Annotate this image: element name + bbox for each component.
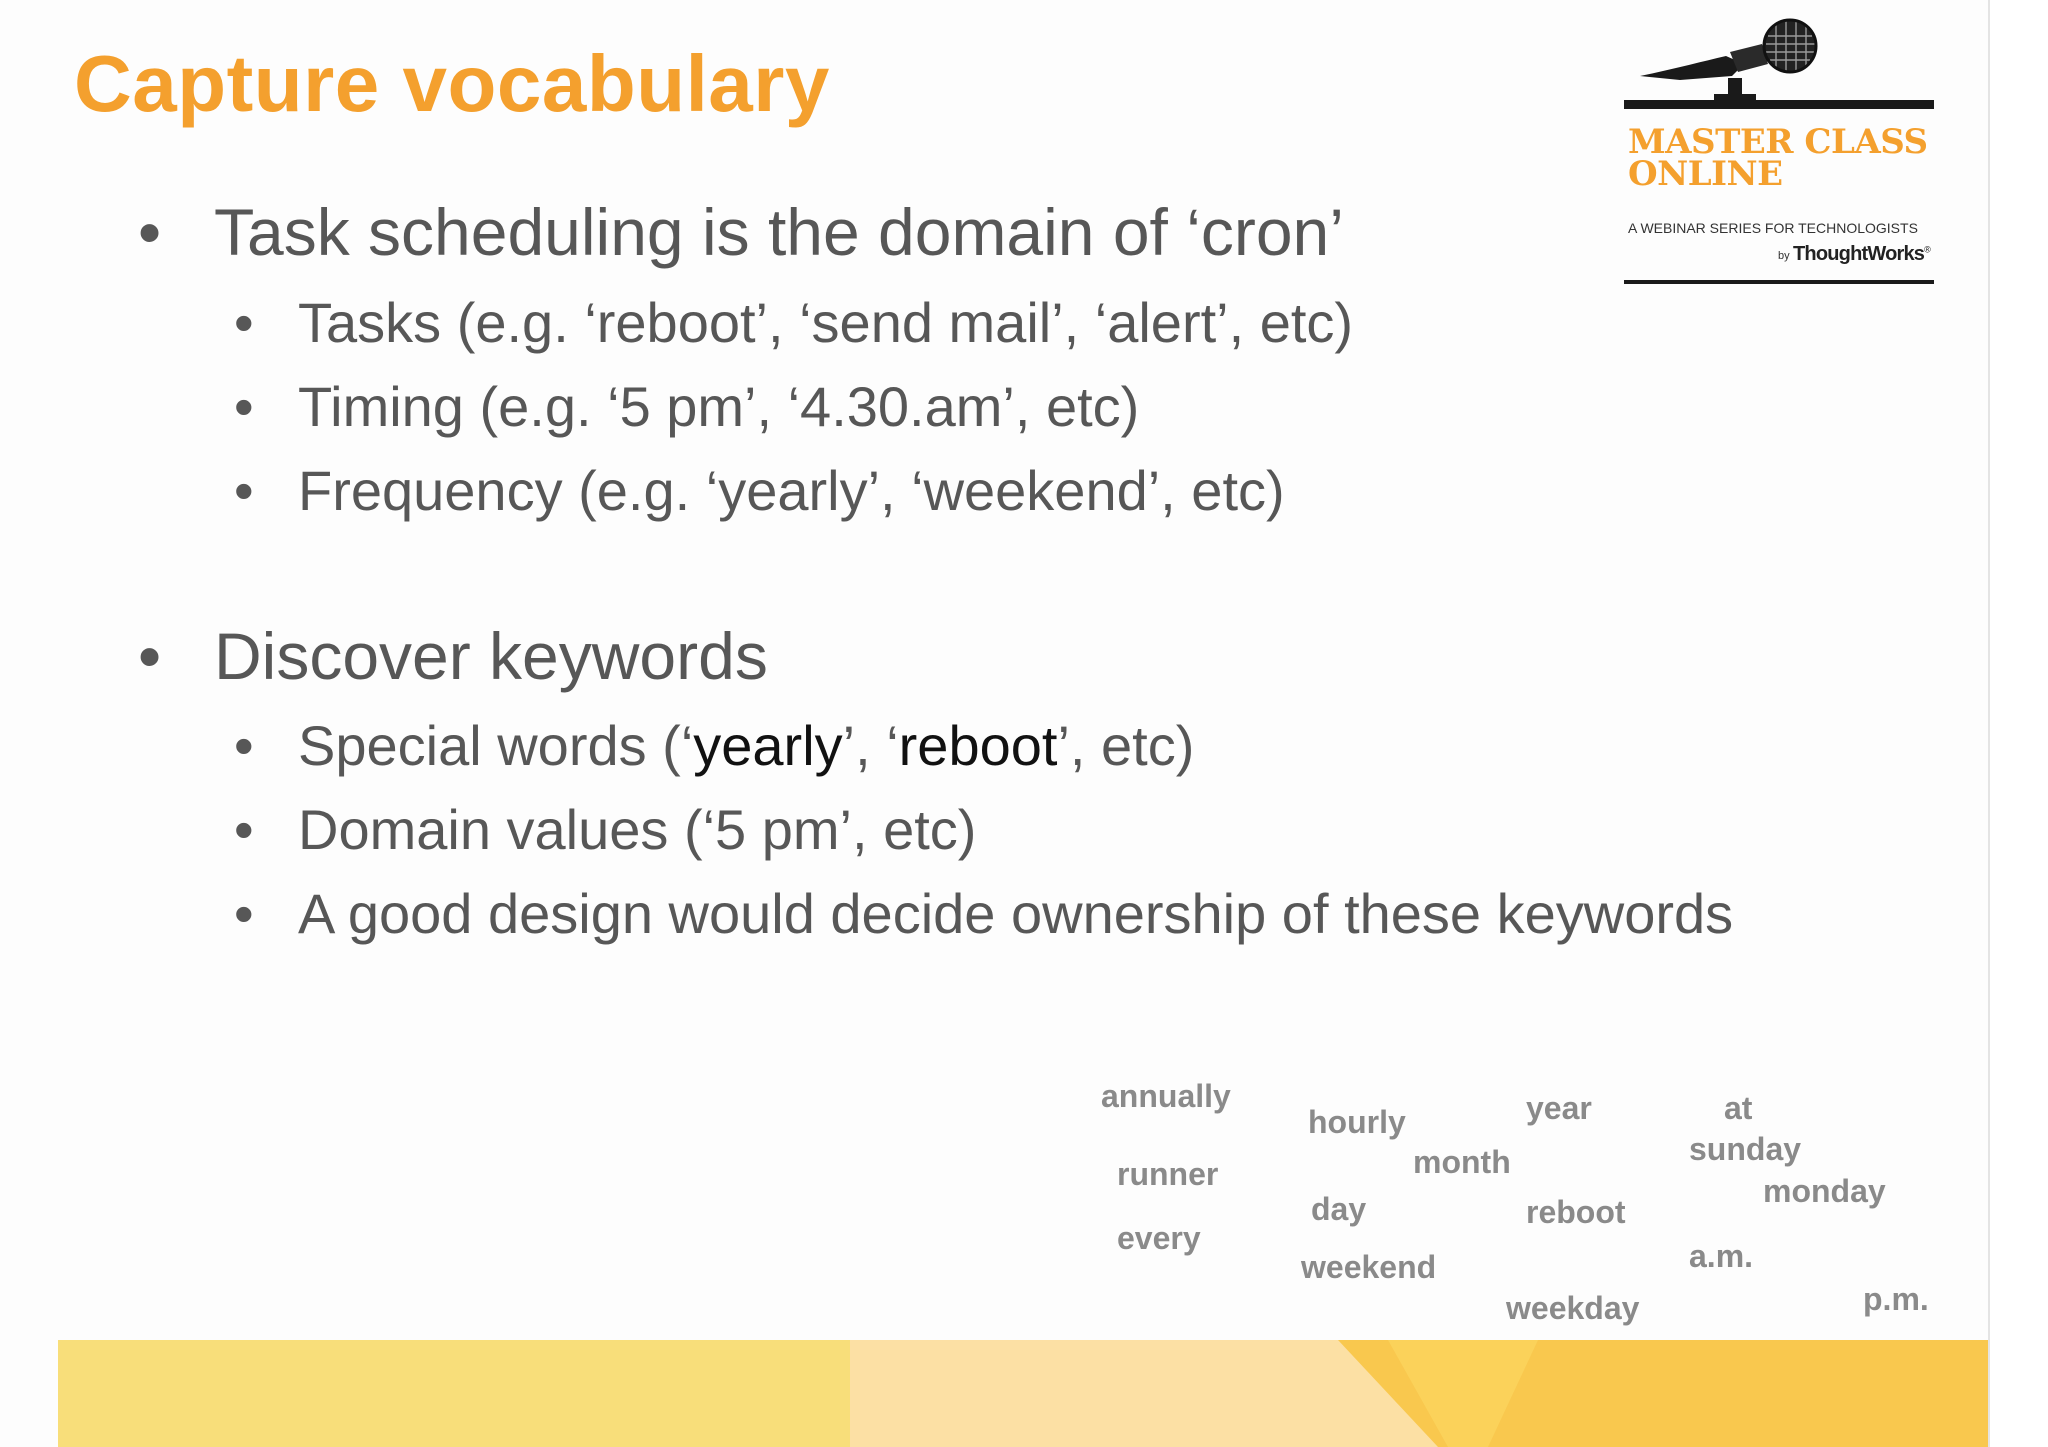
- cloud-word: a.m.: [1689, 1238, 1754, 1274]
- cloud-word: annually: [1101, 1078, 1231, 1114]
- sub-bullet-text: Tasks (e.g. ‘reboot’, ‘send mail’, ‘alert’, etc): [298, 291, 1354, 354]
- cloud-word: hourly: [1308, 1104, 1406, 1140]
- sub-bullet-domain-values: [234, 797, 977, 862]
- slide-title: Capture vocabulary: [74, 39, 830, 128]
- logo-title-line2: ONLINE: [1628, 154, 1783, 194]
- bullet-dot: •: [138, 619, 162, 693]
- sub-bullet-text-mid: ’, ‘: [842, 714, 899, 777]
- logo-brand-mark: ®: [1924, 244, 1930, 255]
- cloud-word: month: [1413, 1144, 1511, 1180]
- sub-bullet-ownership: [234, 881, 1734, 946]
- logo-brand-name: ThoughtWorks: [1793, 243, 1925, 265]
- cloud-word: runner: [1117, 1156, 1219, 1192]
- keyword-reboot: reboot: [898, 714, 1058, 777]
- logo-rule-top: [1624, 100, 1934, 109]
- cloud-word: monday: [1763, 1173, 1886, 1209]
- bullet-discover-keywords: [138, 618, 768, 694]
- cloud-word: day: [1311, 1191, 1367, 1227]
- logo-brand: [1793, 243, 1930, 266]
- cloud-word: weekend: [1301, 1249, 1437, 1285]
- bullet-dot: •: [234, 714, 254, 777]
- sub-bullet-timing: [234, 374, 1140, 439]
- microphone-icon: [1640, 18, 1840, 102]
- cloud-word: reboot: [1526, 1194, 1626, 1230]
- cloud-word: every: [1117, 1220, 1201, 1256]
- footer-band: [58, 1340, 1988, 1447]
- master-class-logo: [1620, 18, 1935, 270]
- band-left: [58, 1340, 850, 1447]
- keyword-yearly: yearly: [693, 714, 843, 777]
- logo-tagline: A WEBINAR SERIES FOR TECHNOLOGISTS: [1628, 220, 1918, 236]
- cloud-word: weekday: [1506, 1290, 1640, 1326]
- sub-bullet-text: Timing (e.g. ‘5 pm’, ‘4.30.am’, etc): [298, 375, 1140, 438]
- slide-right-edge: [1988, 0, 1990, 1447]
- bullet-task-scheduling: [138, 194, 1344, 270]
- bullet-dot: •: [234, 291, 254, 354]
- logo-by: by: [1778, 250, 1790, 262]
- bullet-dot: •: [234, 798, 254, 861]
- cloud-word: sunday: [1689, 1131, 1802, 1167]
- sub-bullet-special-words: [234, 713, 1195, 778]
- sub-bullet-frequency: [234, 458, 1285, 523]
- sub-bullet-text: Frequency (e.g. ‘yearly’, ‘weekend’, etc): [298, 459, 1285, 522]
- logo-rule-bottom: [1624, 280, 1934, 284]
- sub-bullet-text-end: ’, etc): [1057, 714, 1195, 777]
- sub-bullet-text-start: Special words (‘: [298, 714, 694, 777]
- sub-bullet-text: Domain values (‘5 pm’, etc): [298, 798, 977, 861]
- bullet-text: Discover keywords: [214, 619, 768, 693]
- cloud-word: year: [1526, 1090, 1592, 1126]
- bullet-dot: •: [234, 459, 254, 522]
- bullet-dot: •: [138, 195, 162, 269]
- logo-title-line1: MASTER CLASS: [1628, 122, 1928, 162]
- cloud-word: at: [1724, 1090, 1753, 1126]
- bullet-dot: •: [234, 375, 254, 438]
- bullet-dot: •: [234, 882, 254, 945]
- sub-bullet-text: A good design would decide ownership of these keywords: [298, 882, 1734, 945]
- bullet-text: Task scheduling is the domain of ‘cron’: [214, 195, 1344, 269]
- cloud-word: p.m.: [1863, 1281, 1929, 1317]
- sub-bullet-tasks: [234, 290, 1354, 355]
